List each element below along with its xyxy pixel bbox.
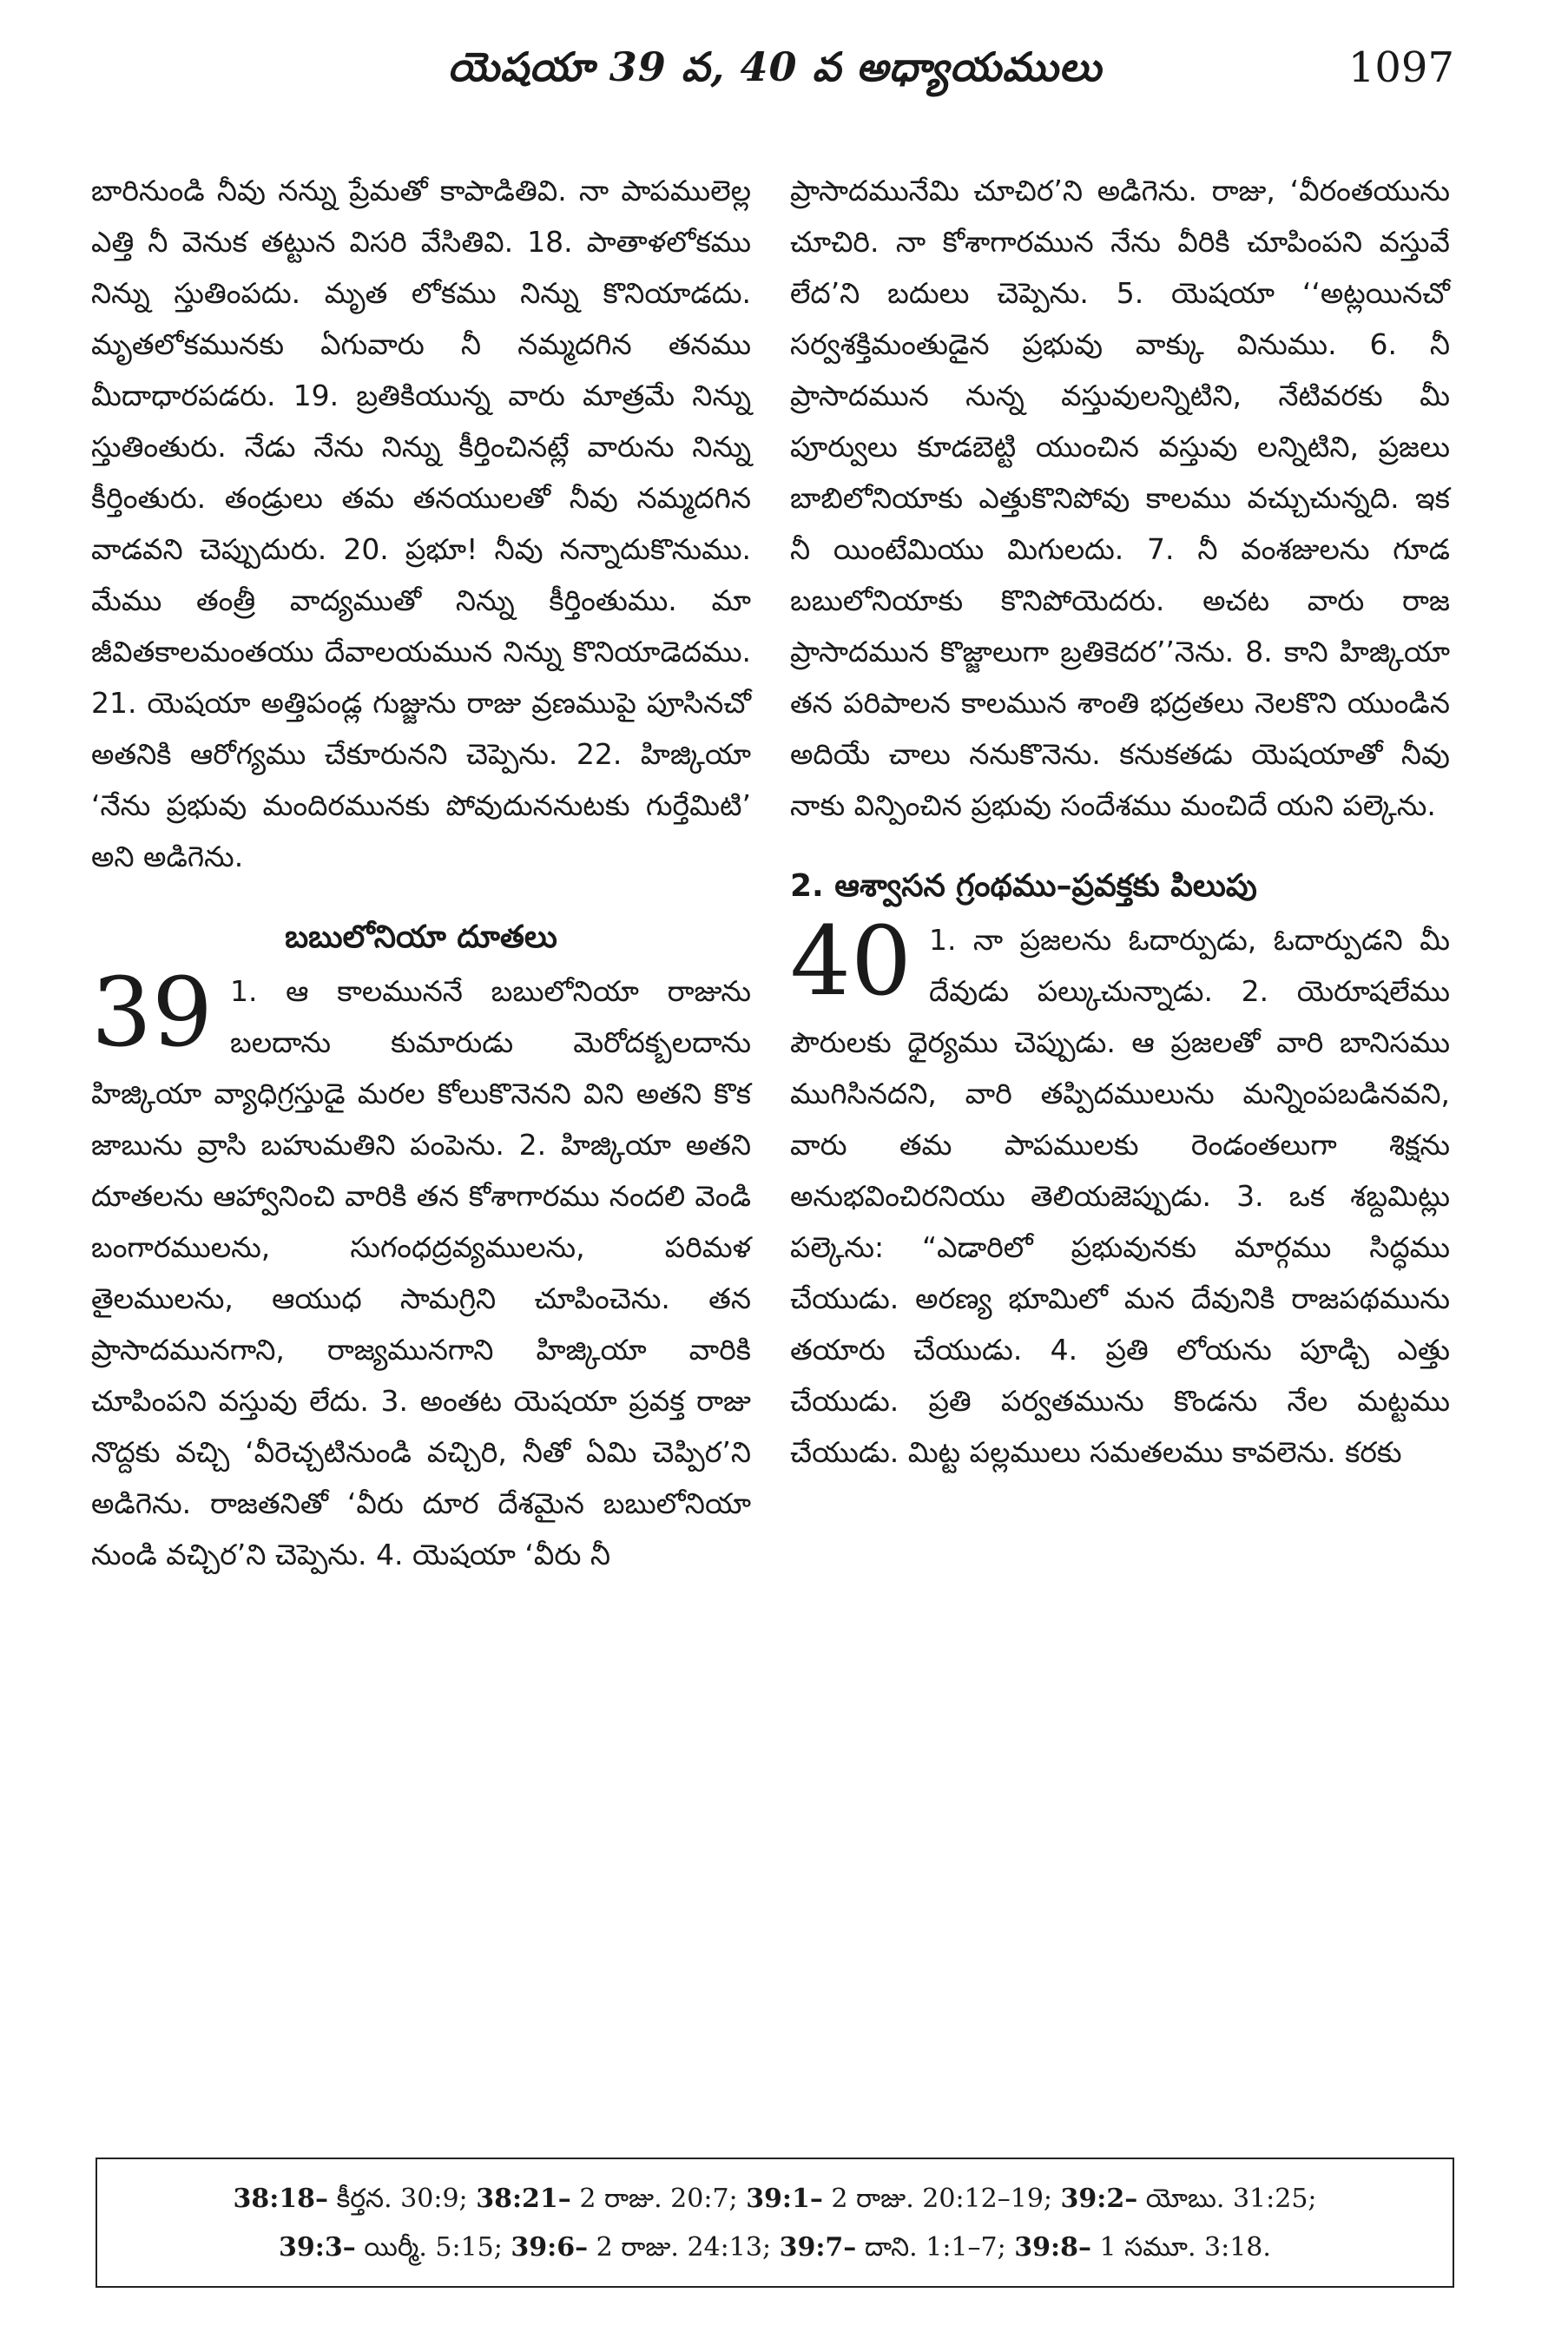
footnote-ref: 38:18– — [233, 2184, 329, 2214]
cross-reference-box — [96, 2158, 1454, 2288]
chapter-text: 1. ఆ కాలముననే బబులోనియా రాజును బలదాను కుమారుడు మెరోదక్బలదాను హిజ్కియా వ్యాధిగ్రస్తుడై మరల కోలుకొనెనని విని అతని కొక జాబును వ్రాసి బహుమతిని పంపెను. 2. హిజ్కియా అతని దూతలను ఆహ్వానించి వారికి తన కోశాగారము నందలి వెండి బంగారములను, సుగంధద్రవ్యములను, పరిమళ తైలములను, ఆయుధ సామగ్రిని చూపించెను. తన ప్రాసాదమునగాని, రాజ్యమునగాని హిజ్కియా వారికి చూపింపని వస్తువు లేదు. 3. అంతట యెషయా ప్రవక్త రాజు నొద్దకు వచ్చి ‘వీరెచ్చటినుండి వచ్చిరి, నీతో ఏమి చెప్పిర’ని అడిగెను. రాజతనితో ‘వీరు దూర దేశమైన బబులోనియా నుండి వచ్చిర’ని చెప్పెను. 4. యెషయా ‘వీరు నీ — [91, 974, 751, 1571]
section-title: 2. ఆశ్వాసన గ్రంథము–ప్రవక్తకు పిలుపు — [790, 868, 1257, 904]
footnote-text: యోబు. 31:25; — [1137, 2184, 1317, 2214]
footnote-text: 2 రాజు. 20:12–19; — [822, 2184, 1061, 2214]
footnote-text: 2 రాజు. 24:13; — [588, 2232, 780, 2263]
footnote-ref: 39:3– — [279, 2232, 356, 2263]
footnote-ref: 39:1– — [746, 2184, 823, 2214]
left-column — [91, 165, 751, 1580]
footnote-line-1 — [123, 2175, 1426, 2224]
page-header — [96, 43, 1454, 113]
footnote-line-2 — [123, 2224, 1426, 2272]
footnote-text: యిర్మీ. 5:15; — [355, 2232, 511, 2263]
footnote-text: 1 సమూ. 3:18. — [1090, 2232, 1271, 2263]
footnote-text: కీర్తన. 30:9; — [328, 2184, 477, 2214]
footnote-ref: 39:6– — [511, 2232, 589, 2263]
paragraph-continuation: ప్రాసాదమునేమి చూచిర’ని అడిగెను. రాజు, ‘వీరంతయును చూచిరి. నా కోశాగారమున నేను వీరికి చూపింపని వస్తువే లేద’ని బదులు చెప్పెను. 5. యెషయా ‘‘అట్లయినచో సర్వశక్తిమంతుడైన ప్రభువు వాక్కు వినుము. 6. నీ ప్రాసాదమున నున్న వస్తువులన్నిటిని, నేటివరకు మీ పూర్వులు కూడబెట్టి యుంచిన వస్తువు లన్నిటిని, ప్రజలు బాబిలోనియాకు ఎత్తుకొనిపోవు కాలము వచ్చుచున్నది. ఇక నీ యింటేమియు మిగులదు. 7. నీ వంశజులను గూడ బబులోనియాకు కొనిపోయెదరు. అచట వారు రాజ ప్రాసాదమున కొజ్జాలుగా బ్రతికెదర’’నెను. 8. కాని హిజ్కియా తన పరిపాలన కాలమున శాంతి భద్రతలు నెలకొని యుండిన అదియే చాలు ననుకొనెను. కనుకతడు యెషయాతో నీవు నాకు విన్పించిన ప్రభువు సందేశము మంచిదే యని పల్కెను. — [790, 174, 1450, 822]
chapter-paragraph — [790, 906, 1450, 1478]
page-number: 1097 — [1347, 43, 1454, 92]
running-title: యెషయా 39 వ, 40 వ అధ్యాయములు — [447, 43, 1103, 90]
chapter-text: 1. నా ప్రజలను ఓదార్పుడు, ఓదార్పుడని మీ దేవుడు పల్కుచున్నాడు. 2. యెరూషలేము పౌరులకు ధైర్యము చెప్పుడు. ఆ ప్రజలతో వారి బానిసము ముగిసినదని, వారి తప్పిదములును మన్నింపబడినవని, వారు తమ పాపములకు రెండంతలుగా శిక్షను అనుభవించిరనియు తెలియజెప్పుడు. 3. ఒక శబ్దమిట్లు పల్కెను: “ఎడారిలో ప్రభువునకు మార్గము సిద్ధము చేయుడు. అరణ్య భూమిలో మన దేవునికి రాజపథమును తయారు చేయుడు. 4. ప్రతి లోయను పూడ్చి ఎత్తు చేయుడు. ప్రతి పర్వతమును కొండను నేల మట్టము చేయుడు. మిట్ట పల్లములు సమతలము కావలెను. కరకు — [790, 923, 1450, 1469]
section-title: బబులోనియా దూతలు — [285, 919, 557, 955]
chapter-number: 39 — [91, 957, 213, 1068]
paragraph-continuation: బారినుండి నీవు నన్ను ప్రేమతో కాపాడితివి. నా పాపములెల్ల ఎత్తి నీ వెనుక తట్టున విసరి వేసితివి. 18. పాతాళలోకము నిన్ను స్తుతింపదు. మృత లోకము నిన్ను కొనియాడదు. మృతలోకమునకు ఏగువారు నీ నమ్మదగిన తనము మీదాధారపడరు. 19. బ్రతికియున్న వారు మాత్రమే నిన్ను స్తుతింతురు. నేడు నేను నిన్ను కీర్తించినట్లే వారును నిన్ను కీర్తింతురు. తండ్రులు తమ తనయులతో నీవు నమ్మదగిన వాడవని చెప్పుదురు. 20. ప్రభూ! నీవు నన్నాదుకొనుము. మేము తంత్రీ వాద్యముతో నిన్ను కీర్తింతుము. మా జీవితకాలమంతయు దేవాలయమున నిన్ను కొనియాడెదము. 21. యెషయా అత్తిపండ్ల గుజ్జును రాజు వ్రణముపై పూసినచో అతనికి ఆరోగ్యము చేకూరునని చెప్పెను. 22. హిజ్కియా ‘నేను ప్రభువు మందిరమునకు పోవుదుననుటకు గుర్తేమిటి’ అని అడిగెను. — [91, 174, 751, 873]
chapter-paragraph — [91, 957, 751, 1580]
footnote-ref: 39:8– — [1014, 2232, 1091, 2263]
right-column — [790, 165, 1450, 1478]
footnote-text: 2 రాజు. 20:7; — [570, 2184, 747, 2214]
footnote-ref: 39:2– — [1060, 2184, 1138, 2214]
footnote-ref: 39:7– — [779, 2232, 857, 2263]
chapter-number: 40 — [790, 906, 912, 1017]
footnote-text: దాని. 1:1–7; — [856, 2232, 1015, 2263]
footnote-ref: 38:21– — [476, 2184, 571, 2214]
